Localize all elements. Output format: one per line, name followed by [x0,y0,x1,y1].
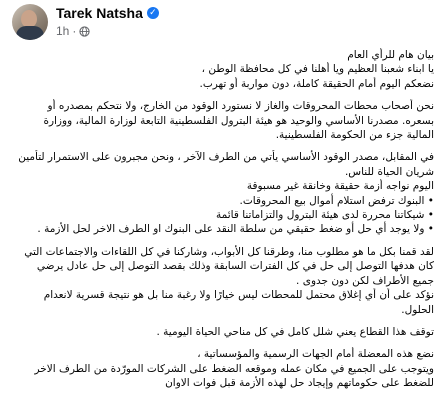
text-line: نؤكد على أن أي إغلاق محتمل للمحطات ليس خيارًا ولا رغبة منا بل هو نتيجة قسرية لانعدام [43,289,434,302]
post-paragraph-appeal [10,347,434,390]
text-line: بسعره. مصدرنا الأساسي والوحيد هو هيئة البترول الفلسطينية التابعة لوزارة المالية، ووزارة [43,114,434,127]
author-name[interactable]: Tarek Natsha [56,4,143,21]
post-paragraph-source [10,99,434,142]
text-line: نضعكم اليوم أمام الحقيقة كاملة، دون مواربة أو تهرب. [199,77,434,90]
text-line: يا ابناء شعبنا العظيم ويا أهلنا في كل محافظة الوطن ، [201,63,434,76]
text-line: الحلول. [401,303,434,316]
text-line: نضع هذه المعضلة أمام الجهات الرسمية والمؤسساتية ، [197,348,434,361]
post-paragraph-efforts [10,245,434,317]
post-meta [56,24,90,38]
post-paragraph-crisis [10,150,434,236]
globe-icon [79,26,90,37]
text-line: بيان هام للرأي العام [347,49,434,61]
text-line: ويتوجب على الجميع في مكان عمله وموقعه الضغط على الشركات المورّدة من الطرف الاخر [34,362,434,375]
text-line: في المقابل، مصدر الوقود الأساسي يأتي من الطرف الآخر ، ونحن مجبرون على الاستمرار لتأمين [18,151,434,164]
post-paragraph-statement [10,48,434,91]
meta-separator: · [72,24,77,38]
text-line: توقف هذا القطاع يعني شلل كامل في كل مناحي الحياة اليومية . [156,325,434,338]
verified-badge-icon: ✓ [147,7,159,19]
author-avatar[interactable] [12,4,48,40]
text-line: نحن أصحاب محطات المحروقات والغاز لا نستورد الوقود من الخارج، ولا نتحكم بمصدره أو [47,100,434,113]
text-line: كان هدفها التوصل إلى حل في كل الفترات السابقة وذلك بقصد التوصل إلى حل عادل يرضي [36,260,434,273]
text-line: المالية جزء من الحكومة الفلسطينية. [275,129,434,142]
text-line: اليوم نواجه أزمة حقيقة وخانقة غير مسبوقة [246,180,434,193]
post-time[interactable]: 1h [56,24,70,38]
avatar-body [16,26,44,40]
text-line: للضغط على حكوماتهم وإيجاد حل لهذه الأزمة قبل فوات الاوان [165,377,434,390]
author-row [56,4,159,21]
post-header [0,0,445,44]
bullet-item: • البنوك ترفض استلام أموال بيع المحروقات. [239,194,434,207]
text-line: جميع الأطراف لكن دون جدوى . [296,274,434,287]
bullet-item: • ولا يوجد أي حل أو ضغط حقيقي من سلطة النقد على البنوك او الطرف الاخر لحل الأزمة . [37,223,434,236]
bullet-item: • شيكاتنا محررة لدى هيئة البترول والتزاماتنا قائمة [216,209,434,222]
text-line: لقد قمنا بكل ما هو مطلوب منا، وطرقنا كل الأبواب، وشاركنا في كل اللقاءات والاجتماعات التي [24,245,434,258]
post-paragraph-impact [10,325,434,339]
text-line: شريان الحياة للناس. [344,165,434,178]
post-body [10,48,434,399]
